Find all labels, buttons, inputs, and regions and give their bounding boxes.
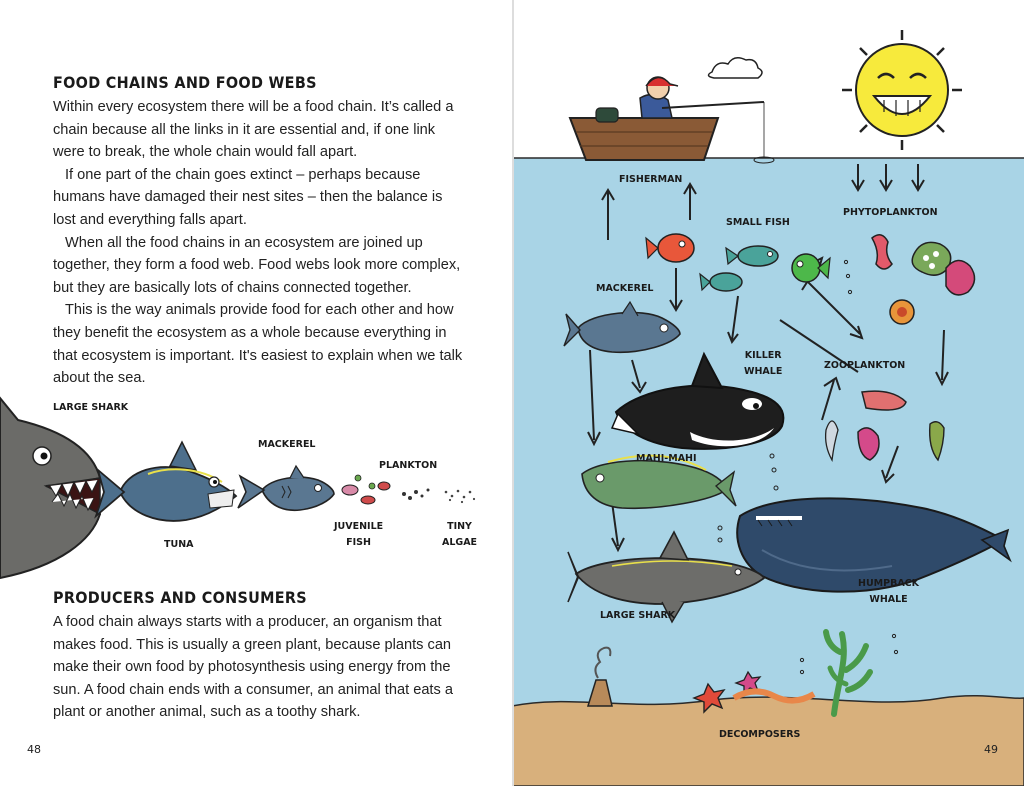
- label-mackerel-web: MACKEREL: [596, 283, 654, 294]
- tuna-illustration: [96, 442, 236, 521]
- large-shark-illustration: [0, 398, 100, 578]
- label-tuna: TUNA: [164, 539, 194, 550]
- label-plankton: PLANKTON: [379, 460, 438, 471]
- sun-illustration: [842, 30, 962, 150]
- food-web-illustration: [512, 0, 1024, 786]
- label-small-fish: SMALL FISH: [726, 217, 790, 228]
- label-humpback-whale: HUMPBACK WHALE: [858, 578, 920, 605]
- paragraph: Within every ecosystem there will be a food chain. It’s called a chain because all the links in it are essential and, if one link were to break, the whole chain would fall apart.: [53, 99, 454, 161]
- paragraph: A food chain always starts with a producer, an organism that makes food. This is usually a green plant, because plants can make their own food by photosynthesis using energy from the sun. A food chain ends with a consumer, an animal that eats a plant or another animal, such as a toothy shark.: [53, 614, 453, 721]
- juvenile-fish-illustration: [342, 475, 430, 504]
- heading-producers-consumers: PRODUCERS AND CONSUMERS: [53, 588, 307, 607]
- label-phytoplankton: PHYTOPLANKTON: [843, 207, 938, 218]
- label-zooplankton: ZOOPLANKTON: [824, 360, 906, 371]
- page-number-right: 49: [984, 743, 998, 756]
- page-number-left: 48: [27, 743, 41, 756]
- heading-food-chains: FOOD CHAINS AND FOOD WEBS: [53, 73, 317, 92]
- tiny-algae-illustration: [445, 490, 475, 503]
- paragraph: If one part of the chain goes extinct – perhaps because humans have damaged their nest sites – then the balance is lost and everything falls apart.: [53, 166, 443, 228]
- label-juvenile-fish: JUVENILE FISH: [334, 521, 384, 548]
- paragraph: This is the way animals provide food for each other and how they benefit the ecosystem as a whole because everything in that ecosystem is important. It's easiest to explain when we talk about the sea.: [53, 302, 463, 387]
- label-fisherman: FISHERMAN: [619, 174, 683, 185]
- label-mackerel: MACKEREL: [258, 439, 316, 450]
- label-large-shark: LARGE SHARK: [53, 402, 129, 413]
- label-large-shark-web: LARGE SHARK: [600, 610, 676, 621]
- mackerel-illustration: [238, 466, 334, 510]
- label-tiny-algae: TINY ALGAE: [442, 521, 478, 548]
- right-page: [512, 0, 1024, 786]
- label-killer-whale: KILLER WHALE: [744, 350, 783, 377]
- paragraph: When all the food chains in an ecosystem are joined up together, they form a food web. Food webs look more complex, but they are basically lots of chains connected together.: [53, 234, 461, 296]
- cloud-illustration: [708, 58, 762, 78]
- label-mahi-mahi: MAHI-MAHI: [636, 453, 697, 464]
- label-decomposers: DECOMPOSERS: [719, 729, 801, 740]
- fisherman-boat-illustration: [570, 77, 774, 163]
- producers-text: [53, 611, 463, 724]
